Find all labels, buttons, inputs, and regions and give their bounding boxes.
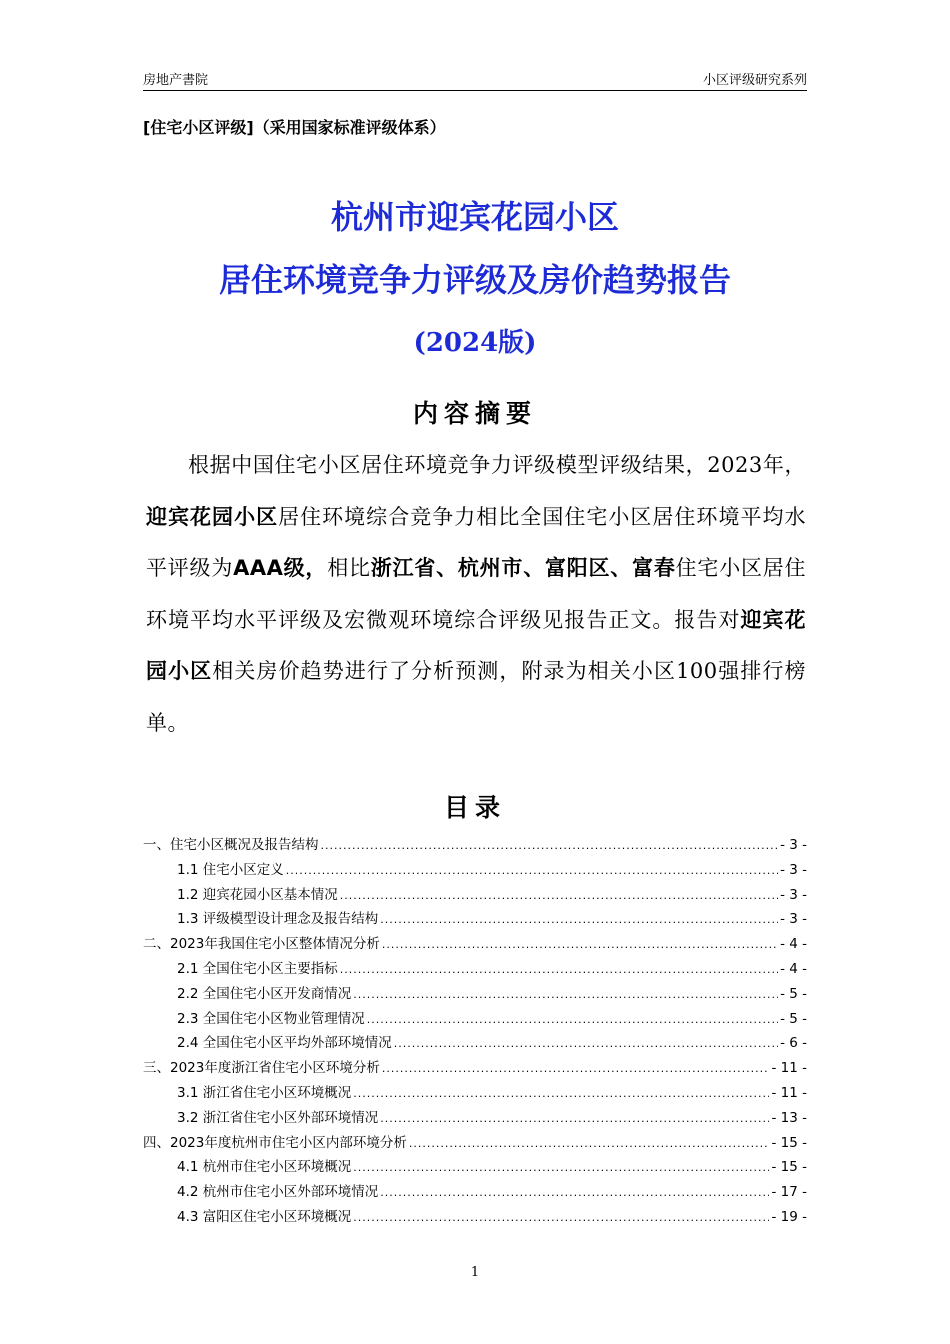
toc-entry[interactable]	[143, 1155, 807, 1180]
toc-entry-page: - 15 -	[771, 1134, 807, 1151]
toc-entry-title: 2.2 全国住宅小区开发商情况	[177, 985, 352, 1002]
toc-entry-title: 4.3 富阳区住宅小区环境概况	[177, 1208, 352, 1225]
report-title-line2: 居住环境竞争力评级及房价趋势报告	[218, 261, 731, 299]
toc-heading: 目录	[443, 793, 506, 822]
abstract-bold-rating: AAA级，	[233, 556, 328, 580]
abstract-bold-community: 迎宾花园小区	[146, 607, 807, 683]
toc-dot-leader	[380, 1186, 769, 1199]
toc-entry-title: 2.3 全国住宅小区物业管理情况	[177, 1010, 365, 1027]
report-edition: (2024版)	[413, 328, 537, 358]
toc-dot-leader	[382, 1062, 770, 1075]
toc-entry-title: 3.1 浙江省住宅小区环境概况	[177, 1084, 352, 1101]
abstract-paragraph	[146, 440, 806, 749]
toc-entry-page: - 5 -	[780, 985, 807, 1002]
toc-dot-leader	[353, 1211, 769, 1224]
abstract-heading: 内容摘要	[412, 399, 537, 428]
toc-dot-leader	[353, 1087, 769, 1100]
toc-entry-page: - 3 -	[780, 886, 807, 903]
toc-dot-leader	[380, 1112, 769, 1125]
header-publisher: 房地产書院	[143, 73, 209, 88]
toc-dot-leader	[286, 864, 778, 877]
toc-entry-title: 3.2 浙江省住宅小区外部环境情况	[177, 1109, 379, 1126]
toc-dot-leader	[382, 938, 778, 951]
toc-dot-leader	[340, 963, 778, 976]
abstract-text: 根据中国住宅小区居住环境竞争力评级模型评级结果，2023年，	[188, 453, 806, 477]
toc-entry-page: - 11 -	[771, 1060, 807, 1077]
toc-dot-leader	[340, 889, 778, 902]
report-title-line1: 杭州市迎宾花园小区	[330, 198, 619, 236]
toc-entry[interactable]	[143, 858, 807, 883]
toc-dot-leader	[409, 1137, 770, 1150]
header-series: 小区评级研究系列	[702, 73, 807, 88]
page-number: 1	[470, 1265, 480, 1280]
abstract-text: 相比	[327, 556, 371, 580]
toc-entry[interactable]	[143, 1056, 807, 1081]
toc-entry-page: - 4 -	[780, 936, 807, 953]
abstract-text: 住宅小区居住环境平均水平评级及宏微观环境综合评级见报告正文。报告对	[146, 556, 807, 632]
toc-dot-leader	[380, 913, 778, 926]
toc-entry-title: 4.2 杭州市住宅小区外部环境情况	[177, 1184, 379, 1201]
toc-dot-leader	[321, 839, 779, 852]
toc-entry[interactable]	[143, 883, 807, 908]
toc-entry-page: - 3 -	[780, 837, 807, 853]
toc-entry-title: 二、2023年我国住宅小区整体情况分析	[143, 936, 380, 953]
toc-entry-page: - 13 -	[771, 1109, 807, 1126]
toc-entry[interactable]	[143, 1205, 807, 1230]
toc-entry[interactable]	[143, 1106, 807, 1131]
toc-entry-page: - 4 -	[780, 960, 807, 977]
toc-entry-title: 4.1 杭州市住宅小区环境概况	[177, 1159, 352, 1176]
toc-entry[interactable]	[143, 932, 807, 957]
toc-entry-title: 2.4 全国住宅小区平均外部环境情况	[177, 1035, 392, 1052]
toc-entry-title: 一、住宅小区概况及报告结构	[143, 837, 319, 853]
abstract-text: 相关房价趋势进行了分析预测，附录为相关小区100强排行榜单。	[146, 659, 806, 735]
toc-entry-page: - 11 -	[771, 1084, 807, 1101]
toc-entry-title: 三、2023年度浙江省住宅小区环境分析	[143, 1060, 380, 1077]
abstract-bold-community: 迎宾花园小区	[146, 504, 279, 529]
page-header	[143, 66, 807, 91]
toc-dot-leader	[367, 1013, 778, 1026]
table-of-contents	[143, 833, 807, 1230]
toc-entry-page: - 3 -	[780, 861, 807, 878]
toc-entry[interactable]	[143, 1081, 807, 1106]
toc-entry-page: - 15 -	[771, 1159, 807, 1176]
abstract-bold-regions: 浙江省、杭州市、富阳区、富春	[370, 556, 676, 580]
toc-entry[interactable]	[143, 982, 807, 1007]
toc-entry-page: - 5 -	[780, 1010, 807, 1027]
toc-entry[interactable]	[143, 1007, 807, 1032]
toc-entry-page: - 3 -	[780, 911, 807, 928]
toc-entry[interactable]	[143, 1131, 807, 1156]
toc-entry[interactable]	[143, 1031, 807, 1056]
toc-dot-leader	[353, 1161, 769, 1174]
toc-dot-leader	[353, 988, 778, 1001]
toc-entry[interactable]	[143, 1180, 807, 1205]
toc-entry-page: - 6 -	[780, 1035, 807, 1052]
toc-entry[interactable]	[143, 833, 807, 858]
toc-entry-page: - 17 -	[771, 1184, 807, 1201]
toc-entry-title: 1.2 迎宾花园小区基本情况	[177, 886, 338, 903]
toc-entry-page: - 19 -	[771, 1208, 807, 1225]
toc-entry-title: 2.1 全国住宅小区主要指标	[177, 960, 338, 977]
toc-entry-title: 四、2023年度杭州市住宅小区内部环境分析	[143, 1134, 407, 1151]
report-category-tag: [住宅小区评级]（采用国家标准评级体系）	[143, 118, 446, 137]
toc-dot-leader	[394, 1037, 778, 1050]
toc-entry[interactable]	[143, 957, 807, 982]
toc-entry-title: 1.3 评级模型设计理念及报告结构	[177, 911, 379, 928]
toc-entry[interactable]	[143, 907, 807, 932]
toc-entry-title: 1.1 住宅小区定义	[177, 861, 284, 878]
abstract-text: 居住环境综合竞争力相比全国住宅小区居住环境平均水平评级为	[146, 504, 807, 580]
